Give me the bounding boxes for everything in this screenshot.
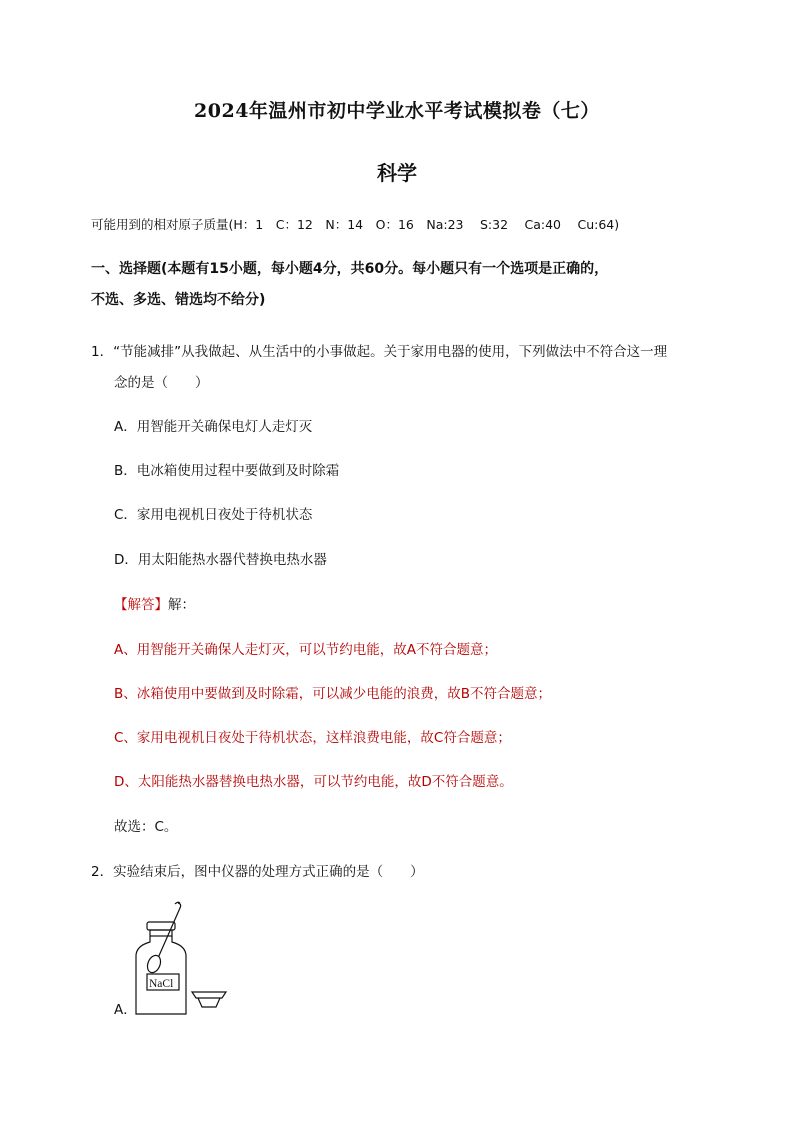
section-heading-line1: 一、选择题(本题有15小题，每小题4分，共60分。每小题只有一个选项是正确的， [91, 261, 609, 277]
q1-option-c: C．家用电视机日夜处于待机状态 [114, 507, 313, 523]
q1-option-a: A．用智能开关确保电灯人走灯灭 [114, 419, 313, 435]
q1-choice: 故选：C。 [114, 819, 178, 835]
q1-option-d: D．用太阳能热水器代替换电热水器 [114, 552, 327, 568]
answer-label: 解： [168, 597, 195, 613]
reagent-bottle [136, 922, 186, 1014]
q1-answer-b: B、冰箱使用中要做到及时除霜，可以减少电能的浪费，故B不符合题意； [114, 686, 552, 702]
evaporating-dish [192, 992, 226, 1007]
subject-title: 科学 [377, 161, 417, 185]
q2-stem: 2．实验结束后，图中仪器的处理方式正确的是（ ） [91, 864, 424, 880]
bottle-label-text: NaCl [149, 978, 174, 990]
q1-option-b: B．电冰箱使用过程中要做到及时除霜 [114, 463, 340, 479]
answer-tag: 【解答】 [114, 597, 168, 613]
page-title: 2024年温州市初中学业水平考试模拟卷（七） [194, 100, 600, 122]
section-heading-line2: 不选、多选、错选均不给分) [91, 292, 266, 308]
q1-stem-line1: 1．“节能减排”从我做起、从生活中的小事做起。关于家用电器的使用，下列做法中不符合这一理 [91, 344, 668, 360]
q1-stem-line2: 念的是（ ） [114, 375, 209, 391]
q1-answer-heading [114, 593, 195, 613]
q2-option-a-label: A． [114, 1002, 137, 1018]
atomic-masses: 可能用到的相对原子质量(H：1 C：12 N：14 O：16 Na:23 S:32 Ca:40 Cu:64) [91, 217, 620, 232]
q1-answer-a: A、用智能开关确保人走灯灭，可以节约电能，故A不符合题意； [114, 642, 497, 658]
q1-answer-c: C、家用电视机日夜处于待机状态，这样浪费电能，故C符合题意； [114, 730, 511, 746]
reagent-bottle-figure [112, 898, 242, 1018]
q1-answer-d: D、太阳能热水器替换电热水器，可以节约电能，故D不符合题意。 [114, 774, 513, 790]
